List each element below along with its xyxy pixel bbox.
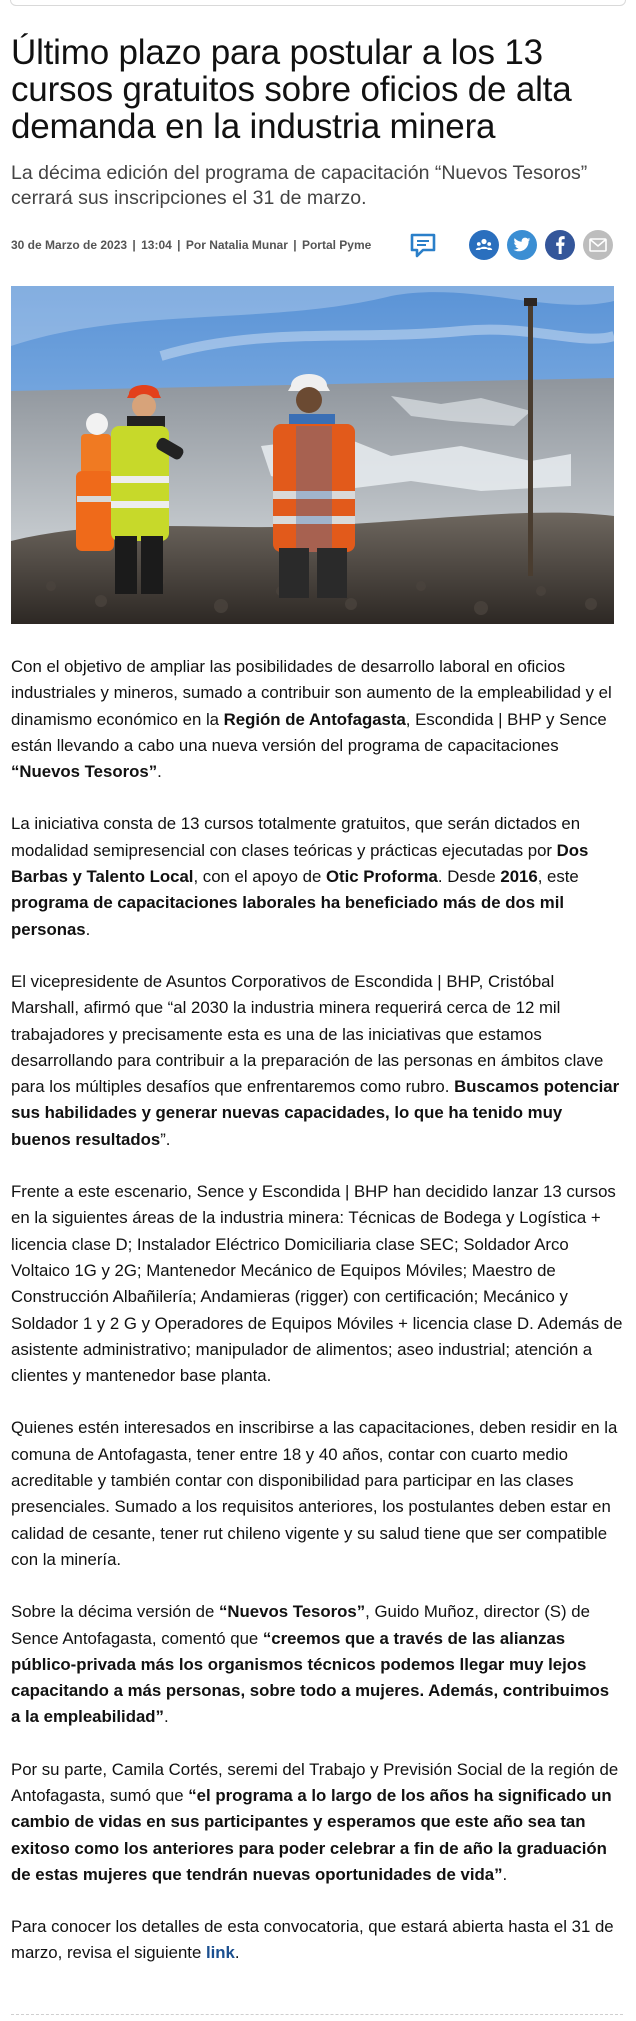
text-span: Sobre la décima versión de xyxy=(11,1602,220,1622)
meta-separator: | xyxy=(293,238,297,252)
text-span: . xyxy=(157,762,162,782)
paragraph xyxy=(11,654,623,785)
text-span: , este xyxy=(537,867,579,887)
paragraph xyxy=(11,811,623,942)
bold-text: “el programa a lo largo de los años ha significado un cambio de vidas en sus participantes y esperamos que este año sea tan exitoso como los anteriores para poder celebrar a fin de año la graduación de estas mujeres que tendrán nuevas oportunidades de vida” xyxy=(11,1785,612,1884)
text-span: . xyxy=(234,1943,240,1963)
facebook-share-button[interactable] xyxy=(545,230,575,260)
meta-separator: | xyxy=(177,238,181,252)
registration-link[interactable]: link xyxy=(205,1943,235,1963)
bold-text: “Nuevos Tesoros” xyxy=(219,1602,366,1622)
bold-text: Buscamos potenciar sus habilidades y generar nuevas capacidades, lo que ha tenido muy buenos resultados xyxy=(11,1077,620,1149)
text-span: La iniciativa consta de 13 cursos totalmente gratuitos, que serán dictados en modalidad semipresencial con clases teóricas y prácticas ejecutadas por xyxy=(11,814,581,860)
people-share-icon xyxy=(475,236,493,254)
people-share-button[interactable] xyxy=(469,230,499,260)
article-body xyxy=(11,654,623,1967)
text-span: . xyxy=(502,1864,508,1884)
paragraph xyxy=(11,1914,623,1967)
publish-date: 30 de Marzo de 2023 xyxy=(11,238,128,252)
text-span: , Guido Muñoz, director (S) de Sence Antofagasta, comentó que xyxy=(11,1602,590,1648)
twitter-share-button[interactable] xyxy=(507,230,537,260)
paragraph xyxy=(11,1179,623,1389)
byline xyxy=(11,238,371,252)
bold-text: programa de capacitaciones laborales ha beneficiado más de dos mil personas xyxy=(11,893,565,939)
hero-image xyxy=(11,286,614,624)
text-span: Con el objetivo de ampliar las posibilidades de desarrollo laboral en oficios industriales y mineros, sumado a contribuir son aumento de la empleabilidad y el dinamismo económico en la xyxy=(11,657,612,729)
article xyxy=(11,34,623,1993)
meta-separator: | xyxy=(132,238,136,252)
facebook-icon xyxy=(554,236,566,254)
bold-text: Dos Barbas y Talento Local xyxy=(11,840,589,887)
text-span: , Escondida | BHP y Sence están llevando a cabo una nueva versión del programa de capacitaciones xyxy=(11,709,607,755)
text-span: . xyxy=(85,919,91,939)
footer-divider xyxy=(11,2014,623,2015)
bold-text: “creemos que a través de las alianzas público-privada más los organismos técnicos podemos llegar muy lejos capacitando a más personas, sobre todo a mujeres. Además, contribuimos a la empleabilidad” xyxy=(11,1628,610,1727)
text-span: Para conocer los detalles de esta convocatoria, que estará abierta hasta el 31 de marzo, revisa el siguiente xyxy=(11,1917,614,1963)
comment-icon[interactable] xyxy=(409,231,437,259)
text-span: Frente a este escenario, Sence y Escondida | BHP han decidido lanzar 13 cursos en la siguientes áreas de la industria minera: Técnicas de Bodega y Logística + licencia clase D; Instalador Eléctrico Domiciliaria clase SEC; Soldador Arco Voltaico 1G y 2G; Mantenedor Mecánico de Equipos Móviles; Maestro de Construcción Albañilería; Andamieras (rigger) con certificación; Mecánico y Soldador 1 y 2 G y Operadores de Equipos Móviles + licencia clase D. Además de asistente administrativo; manipulador de alimentos; aseo industrial; atención a clientes y mantenedor base planta. xyxy=(11,1182,623,1386)
bold-text: 2016 xyxy=(500,867,538,887)
bold-text: Región de Antofagasta xyxy=(223,709,406,729)
email-share-button[interactable] xyxy=(583,230,613,260)
bold-text: “Nuevos Tesoros” xyxy=(11,762,158,782)
section-name: Portal Pyme xyxy=(301,238,372,252)
email-icon xyxy=(589,238,607,252)
text-span: . Desde xyxy=(437,867,501,887)
article-subtitle: La décima edición del programa de capacitación “Nuevos Tesoros” cerrará sus inscripciones el 31 de marzo. xyxy=(11,162,588,209)
twitter-icon xyxy=(513,237,531,253)
bold-text: Otic Proforma xyxy=(325,867,438,887)
text-span: Por su parte, Camila Cortés, seremi del Trabajo y Previsión Social de la región de Antofagasta, sumó que xyxy=(11,1759,619,1805)
text-span: . xyxy=(163,1707,169,1727)
paragraph xyxy=(11,1757,623,1888)
paragraph xyxy=(11,969,623,1153)
text-span: ”. xyxy=(160,1129,171,1149)
publish-time: 13:04 xyxy=(141,238,172,252)
article-meta xyxy=(11,229,623,261)
paragraph xyxy=(11,1415,623,1573)
article-headline: Último plazo para postular a los 13 cursos gratuitos sobre oficios de alta demanda en la industria minera xyxy=(11,33,572,146)
text-span: Quienes estén interesados en inscribirse a las capacitaciones, deben residir en la comuna de Antofagasta, tener entre 18 y 40 años, contar con cuarto medio acreditable y también contar con disponibilidad para participar en las clases presenciales. Sumado a los requisitos anteriores, los postulantes deben estar en calidad de cesante, tener rut chileno vigente y su salud tiene que ser compatible con la minería. xyxy=(11,1418,618,1569)
author-name: Por Natalia Munar xyxy=(185,238,288,252)
text-span: , con el apoyo de xyxy=(193,867,326,887)
paragraph xyxy=(11,1599,623,1730)
top-container-edge xyxy=(10,0,626,6)
mining-workers-photo xyxy=(11,286,614,624)
text-span: El vicepresidente de Asuntos Corporativos de Escondida | BHP, Cristóbal Marshall, afirmó que “al 2030 la industria minera requerirá cerca de 12 mil trabajadores y precisamente esta es una de las iniciativas que estamos desarrollando para contribuir a la preparación de las personas en ámbitos clave para los múltiples desafíos que enfrentaremos como rubro. xyxy=(11,971,604,1097)
